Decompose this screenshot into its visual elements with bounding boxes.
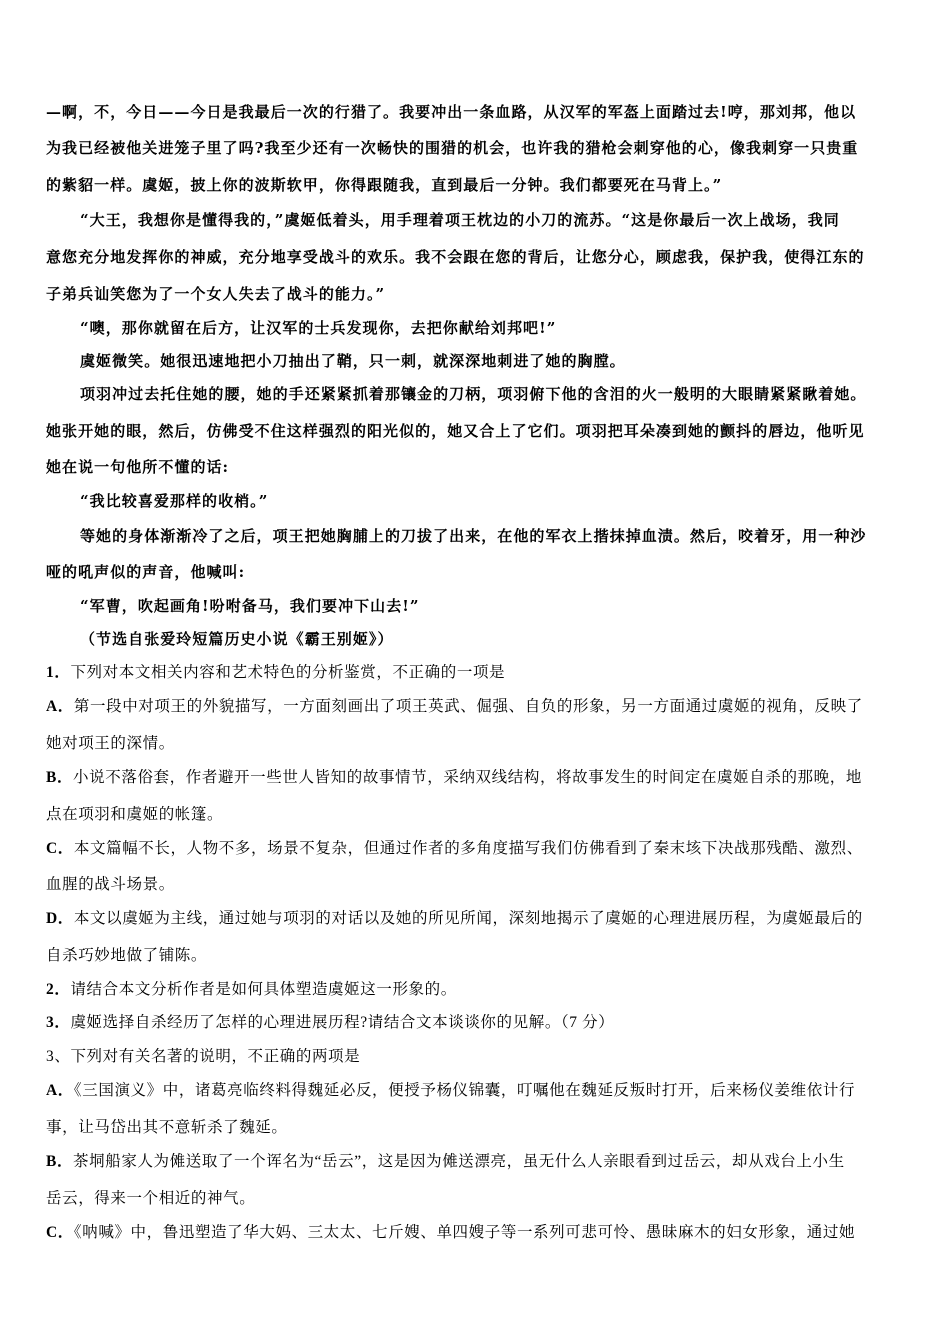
option-text: 第一段中对项王的外貌描写，一方面刻画出了项王英武、倔强、自负的形象，另一方面通过虞姬的视角，反映了 [73, 698, 863, 715]
story-line: 项羽冲过去托住她的腰，她的手还紧紧抓着那镶金的刀柄，项羽俯下他的含泪的火一般明的大眼睛紧紧瞅着她。 [80, 385, 867, 403]
option-b [46, 768, 906, 788]
story-line: “大王，我想你是懂得我的，”虞姬低着头，用手理着项王枕边的小刀的流苏。“这是你最后一次上战场，我同 [80, 211, 840, 229]
option-label: C． [46, 840, 74, 857]
option-c [46, 839, 906, 859]
option-label: A． [46, 698, 74, 715]
option-label: D． [46, 910, 74, 927]
story-line: 虞姬微笑。她很迅速地把小刀抽出了鞘，只一刺，就深深地刺进了她的胸膛。 [80, 352, 626, 370]
question-number: 3． [46, 1014, 71, 1031]
story-line: 为我已经被他关进笼子里了吗?我至少还有一次畅快的围猎的机会，也许我的猎枪会刺穿他的心，像我刺穿一只贵重 [46, 139, 859, 157]
story-line: —啊，不，今日——今日是我最后一次的行猎了。我要冲出一条血路，从汉军的军盔上面踏过去!哼，那刘邦，他以 [46, 103, 857, 121]
option-text: 岳云，得来一个相近的神气。 [46, 1190, 256, 1207]
option-label: A． [46, 1082, 74, 1099]
option-text: 血腥的战斗场景。 [46, 876, 175, 893]
option-text: 点在项羽和虞姬的帐篷。 [46, 806, 224, 823]
option-label: B． [46, 769, 74, 786]
question-number: 2． [46, 981, 71, 998]
story-line: “噢，那你就留在后方，让汉军的士兵发现你，去把你献给刘邦吧!” [80, 319, 557, 337]
story-line: 等她的身体渐渐冷了之后，项王把她胸脯上的刀拔了出来，在他的军衣上揩抹掉血渍。然后，咬着牙，用一种沙 [80, 527, 867, 545]
story-line: 她张开她的眼，然后，仿佛受不住这样强烈的阳光似的，她又合上了它们。项羽把耳朵凑到她的颤抖的唇边，他听见 [46, 422, 865, 440]
story-line: 的紫貂一样。虞姬，披上你的波斯软甲，你得跟随我，直到最后一分钟。我们都要死在马背上。” [46, 176, 723, 194]
option-a [46, 697, 906, 717]
question-2 [46, 980, 906, 1000]
option-text: 她对项王的深情。 [46, 735, 175, 752]
option-text: 自杀巧妙地做了铺陈。 [46, 947, 208, 964]
story-line: “我比较喜爱那样的收梢。” [80, 492, 269, 510]
option-text: 本文篇幅不长，人物不多，场景不复杂，但通过作者的多角度描写我们仿佛看到了秦末垓下决战那残酷、激烈、 [73, 840, 863, 857]
option-a [46, 1081, 906, 1101]
option-text: 本文以虞姬为主线，通过她与项羽的对话以及她的所见所闻，深刻地揭示了虞姬的心理进展历程，为虞姬最后的 [73, 910, 863, 927]
question-1 [46, 663, 906, 683]
story-line: 哑的吼声似的声音，他喊叫: [46, 563, 246, 581]
option-label: C． [46, 1224, 74, 1241]
question-4: 3、下列对有关名著的说明，不正确的两项是 [46, 1048, 361, 1065]
option-text: 小说不落俗套，作者避开一些世人皆知的故事情节，采纳双线结构，将故事发生的时间定在虞姬自杀的那晚，地 [73, 769, 862, 786]
story-line: “军曹，吹起画角!吩咐备马，我们要冲下山去!” [80, 597, 420, 615]
option-text: 茶垌船家人为傩送取了一个诨名为“岳云”，这是因为傩送漂亮，虽无什么人亲眼看到过岳云，却从戏台上小生 [73, 1153, 845, 1170]
story-line: 意您充分地发挥你的神威，充分地享受战斗的欢乐。我不会跟在您的背后，让您分心，顾虑我，保护我，使得江东的 [46, 248, 865, 266]
question-number: 1． [46, 664, 71, 681]
story-source: （节选自张爱玲短篇历史小说《霸王别姬》） [80, 630, 394, 648]
question-text: 请结合本文分析作者是如何具体塑造虞姬这一形象的。 [70, 981, 457, 998]
option-b [46, 1152, 906, 1172]
option-label: B． [46, 1153, 74, 1170]
option-text: 《三国演义》中，诸葛亮临终料得魏延必反，便授予杨仪锦囊，叮嘱他在魏延反叛时打开，后来杨仪姜维依计行 [73, 1082, 856, 1099]
story-line: 子弟兵讪笑您为了一个女人失去了战斗的能力。” [46, 285, 386, 303]
question-text: 下列对本文相关内容和艺术特色的分析鉴赏，不正确的一项是 [70, 664, 506, 681]
option-d [46, 909, 906, 929]
option-text: 《呐喊》中，鲁迅塑造了华大妈、三太太、七斤嫂、单四嫂子等一系列可悲可怜、愚昧麻木的妇女形象，通过她 [73, 1224, 856, 1241]
option-text: 事，让马岱出其不意斩杀了魏延。 [46, 1119, 288, 1136]
question-text: 虞姬选择自杀经历了怎样的心理进展历程?请结合文本谈谈你的见解。（7 分） [70, 1014, 615, 1031]
option-c [46, 1223, 906, 1243]
story-line: 她在说一句他所不懂的话: [46, 458, 230, 476]
question-3 [46, 1013, 906, 1033]
